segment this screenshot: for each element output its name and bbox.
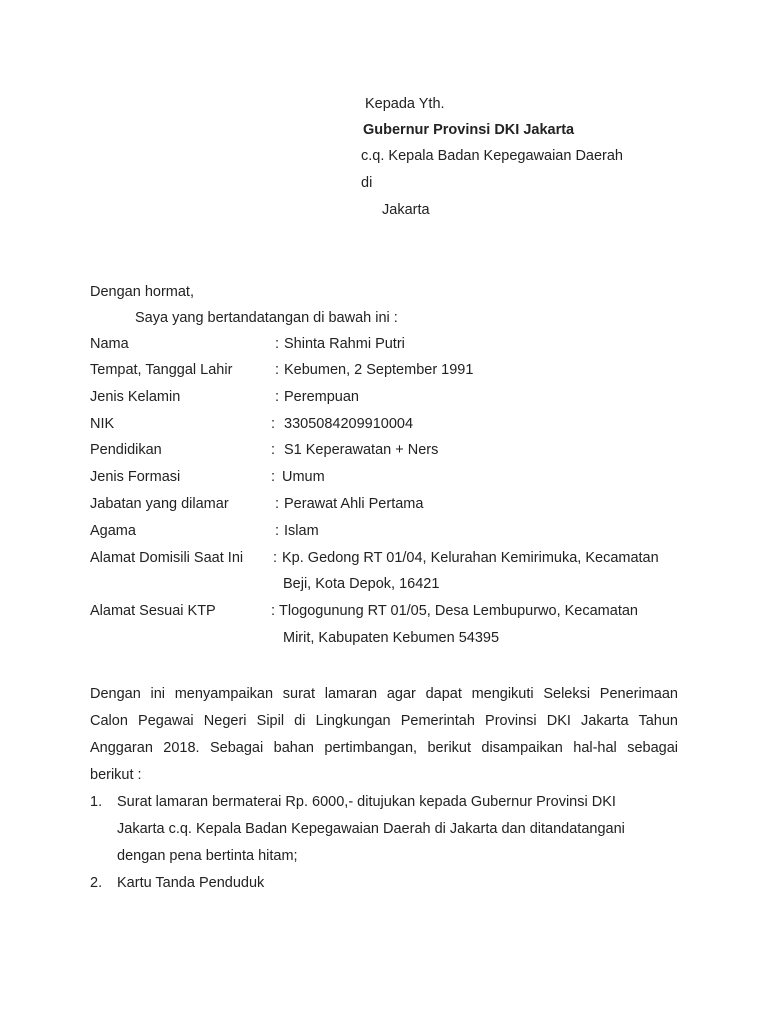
field-label: Nama bbox=[90, 336, 129, 352]
field-label: Jabatan yang dilamar bbox=[90, 496, 229, 512]
field-separator: : bbox=[271, 469, 276, 485]
field-separator: : bbox=[275, 496, 280, 512]
recipient-di: di bbox=[361, 175, 373, 191]
field-label: Pendidikan bbox=[90, 442, 162, 458]
list-number: 1. bbox=[90, 794, 103, 810]
body-line: Dengan ini menyampaikan surat lamaran agar dapat mengikuti Seleksi Penerimaan bbox=[90, 686, 678, 702]
field-label: Alamat Sesuai KTP bbox=[90, 603, 216, 619]
list-line: dengan pena bertinta hitam; bbox=[117, 848, 298, 864]
field-label: Tempat, Tanggal Lahir bbox=[90, 362, 233, 378]
body-paragraph bbox=[90, 681, 678, 789]
field-value: Perempuan bbox=[284, 389, 359, 405]
recipient-city: Jakarta bbox=[382, 202, 430, 218]
field-separator: : bbox=[273, 550, 278, 566]
field-separator: : bbox=[271, 442, 276, 458]
field-value: 3305084209910004 bbox=[284, 416, 414, 432]
intro-line: Saya yang bertandatangan di bawah ini : bbox=[135, 310, 398, 326]
field-separator: : bbox=[275, 389, 280, 405]
list-line: Surat lamaran bermaterai Rp. 6000,- ditujukan kepada Gubernur Provinsi DKI bbox=[117, 794, 616, 810]
field-value: Kp. Gedong RT 01/04, Kelurahan Kemirimuka, Kecamatan bbox=[282, 550, 659, 566]
list-text bbox=[117, 870, 650, 897]
field-separator: : bbox=[271, 603, 276, 619]
field-separator: : bbox=[275, 523, 280, 539]
field-label: NIK bbox=[90, 416, 115, 432]
field-value-continued: Mirit, Kabupaten Kebumen 54395 bbox=[283, 630, 500, 646]
field-value: Umum bbox=[282, 469, 325, 485]
field-value: Shinta Rahmi Putri bbox=[284, 336, 405, 352]
body-line: Calon Pegawai Negeri Sipil di Lingkungan Pemerintah Provinsi DKI Jakarta Tahun bbox=[90, 713, 678, 729]
body-line: Anggaran 2018. Sebagai bahan pertimbangan, berikut disampaikan hal-hal sebagai bbox=[90, 740, 678, 756]
field-label: Agama bbox=[90, 523, 136, 539]
field-value-continued: Beji, Kota Depok, 16421 bbox=[283, 576, 440, 592]
field-value: Kebumen, 2 September 1991 bbox=[284, 362, 474, 378]
list-line: Jakarta c.q. Kepala Badan Kepegawaian Daerah di Jakarta dan ditandatangani bbox=[117, 821, 625, 837]
salutation: Dengan hormat, bbox=[90, 284, 194, 300]
field-value: Islam bbox=[284, 523, 319, 539]
list-line: Kartu Tanda Penduduk bbox=[117, 875, 265, 891]
field-separator: : bbox=[275, 362, 280, 378]
field-separator: : bbox=[271, 416, 276, 432]
field-label: Jenis Kelamin bbox=[90, 389, 181, 405]
field-label: Jenis Formasi bbox=[90, 469, 181, 485]
field-separator: : bbox=[275, 336, 280, 352]
field-value: Tlogogunung RT 01/05, Desa Lembupurwo, Kecamatan bbox=[279, 603, 638, 619]
recipient-greeting: Kepada Yth. bbox=[365, 96, 445, 112]
field-value: Perawat Ahli Pertama bbox=[284, 496, 424, 512]
field-label: Alamat Domisili Saat Ini bbox=[90, 550, 244, 566]
list-number: 2. bbox=[90, 875, 103, 891]
recipient-title: Gubernur Provinsi DKI Jakarta bbox=[363, 122, 575, 138]
field-value: S1 Keperawatan + Ners bbox=[284, 442, 439, 458]
body-line: berikut : bbox=[90, 767, 142, 783]
list-text bbox=[117, 789, 650, 870]
recipient-cq: c.q. Kepala Badan Kepegawaian Daerah bbox=[361, 148, 623, 164]
